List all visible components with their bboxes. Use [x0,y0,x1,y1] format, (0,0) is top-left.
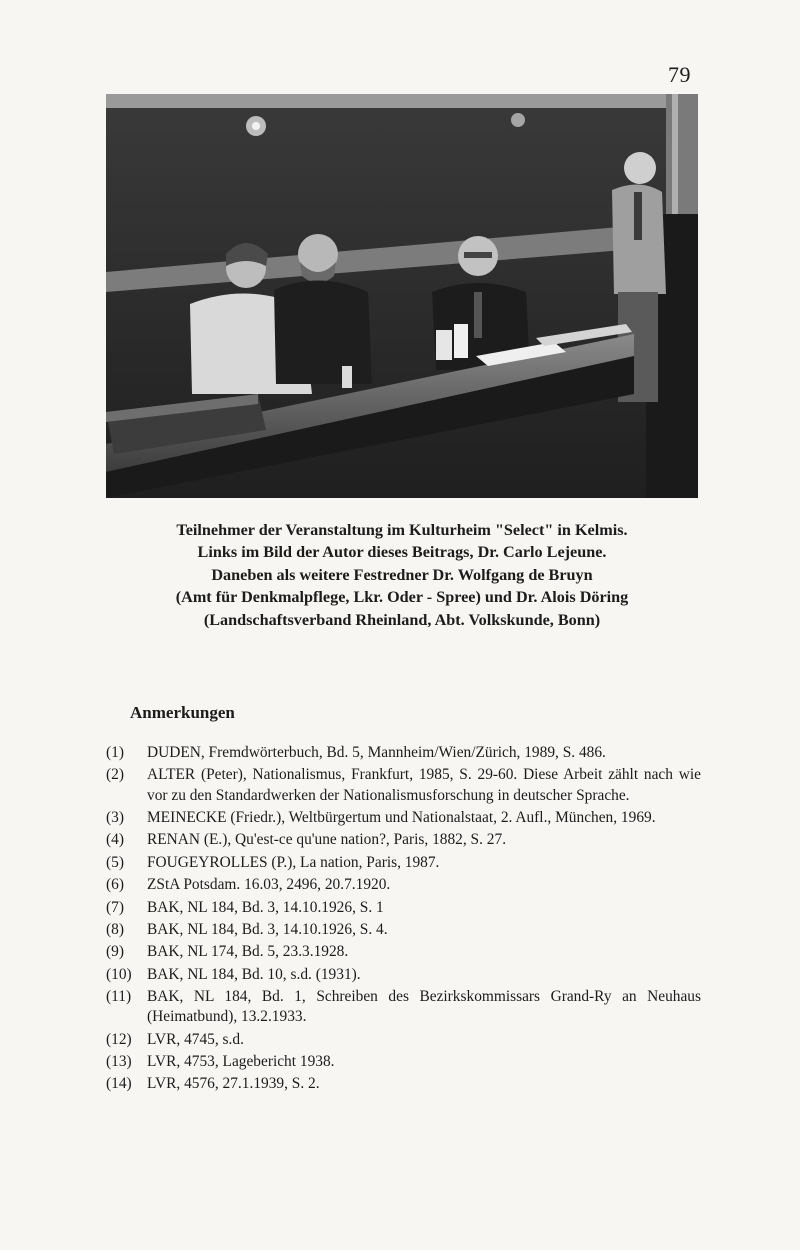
note-text: MEINECKE (Friedr.), Weltbürgertum und Nationalstaat, 2. Aufl., München, 1969. [147,808,656,826]
event-photograph [106,94,698,498]
note-text: RENAN (E.), Qu'est-ce qu'une nation?, Paris, 1882, S. 27. [147,831,507,849]
note-item [106,743,701,763]
note-number: (14) [106,1075,132,1093]
note-number: (4) [106,831,124,849]
caption-line: Teilnehmer der Veranstaltung im Kulturheim "Select" in Kelmis. [176,521,628,539]
note-item [106,830,701,850]
note-number: (7) [106,898,124,916]
notes-list [106,743,701,1097]
notes-heading: Anmerkungen [130,703,235,722]
note-number: (9) [106,943,124,961]
note-item [106,987,701,1027]
note-text: ZStA Potsdam. 16.03, 2496, 20.7.1920. [147,876,391,894]
note-number: (12) [106,1030,132,1048]
note-number: (5) [106,853,124,871]
photo-caption [106,519,698,631]
photograph-icon [106,94,698,498]
page-number: 79 [668,62,691,87]
note-text: FOUGEYROLLES (P.), La nation, Paris, 1987. [147,853,440,871]
note-number: (3) [106,808,124,826]
note-number: (6) [106,876,124,894]
caption-line: Daneben als weitere Festredner Dr. Wolfgang de Bruyn [211,565,593,584]
caption-line: (Landschaftsverband Rheinland, Abt. Volkskunde, Bonn) [203,610,601,629]
note-number: (13) [106,1053,132,1071]
note-item [106,898,701,918]
note-item [106,765,701,805]
note-text: BAK, NL 184, Bd. 10, s.d. (1931). [147,965,361,983]
note-item [106,920,701,940]
note-text: DUDEN, Fremdwörterbuch, Bd. 5, Mannheim/Wien/Zürich, 1989, S. 486. [147,744,606,761]
note-text: BAK, NL 184, Bd. 1, Schreiben des Bezirkskommissars Grand-Ry an Neuhaus (Heimatbund), 13.2.1933. [147,988,701,1026]
note-text: LVR, 4745, s.d. [147,1030,244,1048]
note-item [106,965,701,985]
note-number: (2) [106,766,124,784]
note-number: (8) [106,920,124,938]
note-text: BAK, NL 174, Bd. 5, 23.3.1928. [147,943,349,961]
note-text: BAK, NL 184, Bd. 3, 14.10.1926, S. 4. [147,920,388,938]
note-item [106,875,701,895]
note-item [106,1030,701,1050]
note-item [106,1074,701,1094]
note-item [106,853,701,873]
note-item [106,942,701,962]
note-text: LVR, 4576, 27.1.1939, S. 2. [147,1075,320,1093]
caption-line: (Amt für Denkmalpflege, Lkr. Oder - Spree) und Dr. Alois Döring [175,588,629,607]
note-item [106,1052,701,1072]
note-text: LVR, 4753, Lagebericht 1938. [147,1053,335,1071]
note-text: ALTER (Peter), Nationalismus, Frankfurt, 1985, S. 29-60. Diese Arbeit zählt nach wie vor zu den Standardwerken der Nationalismusforschung in deutscher Sprache. [147,766,701,804]
note-text: BAK, NL 184, Bd. 3, 14.10.1926, S. 1 [147,898,384,916]
note-item [106,808,701,828]
note-number: (10) [106,965,132,983]
note-number: (1) [106,744,124,761]
caption-line: Links im Bild der Autor dieses Beitrags, Dr. Carlo Lejeune. [197,543,607,562]
note-number: (11) [106,988,132,1006]
